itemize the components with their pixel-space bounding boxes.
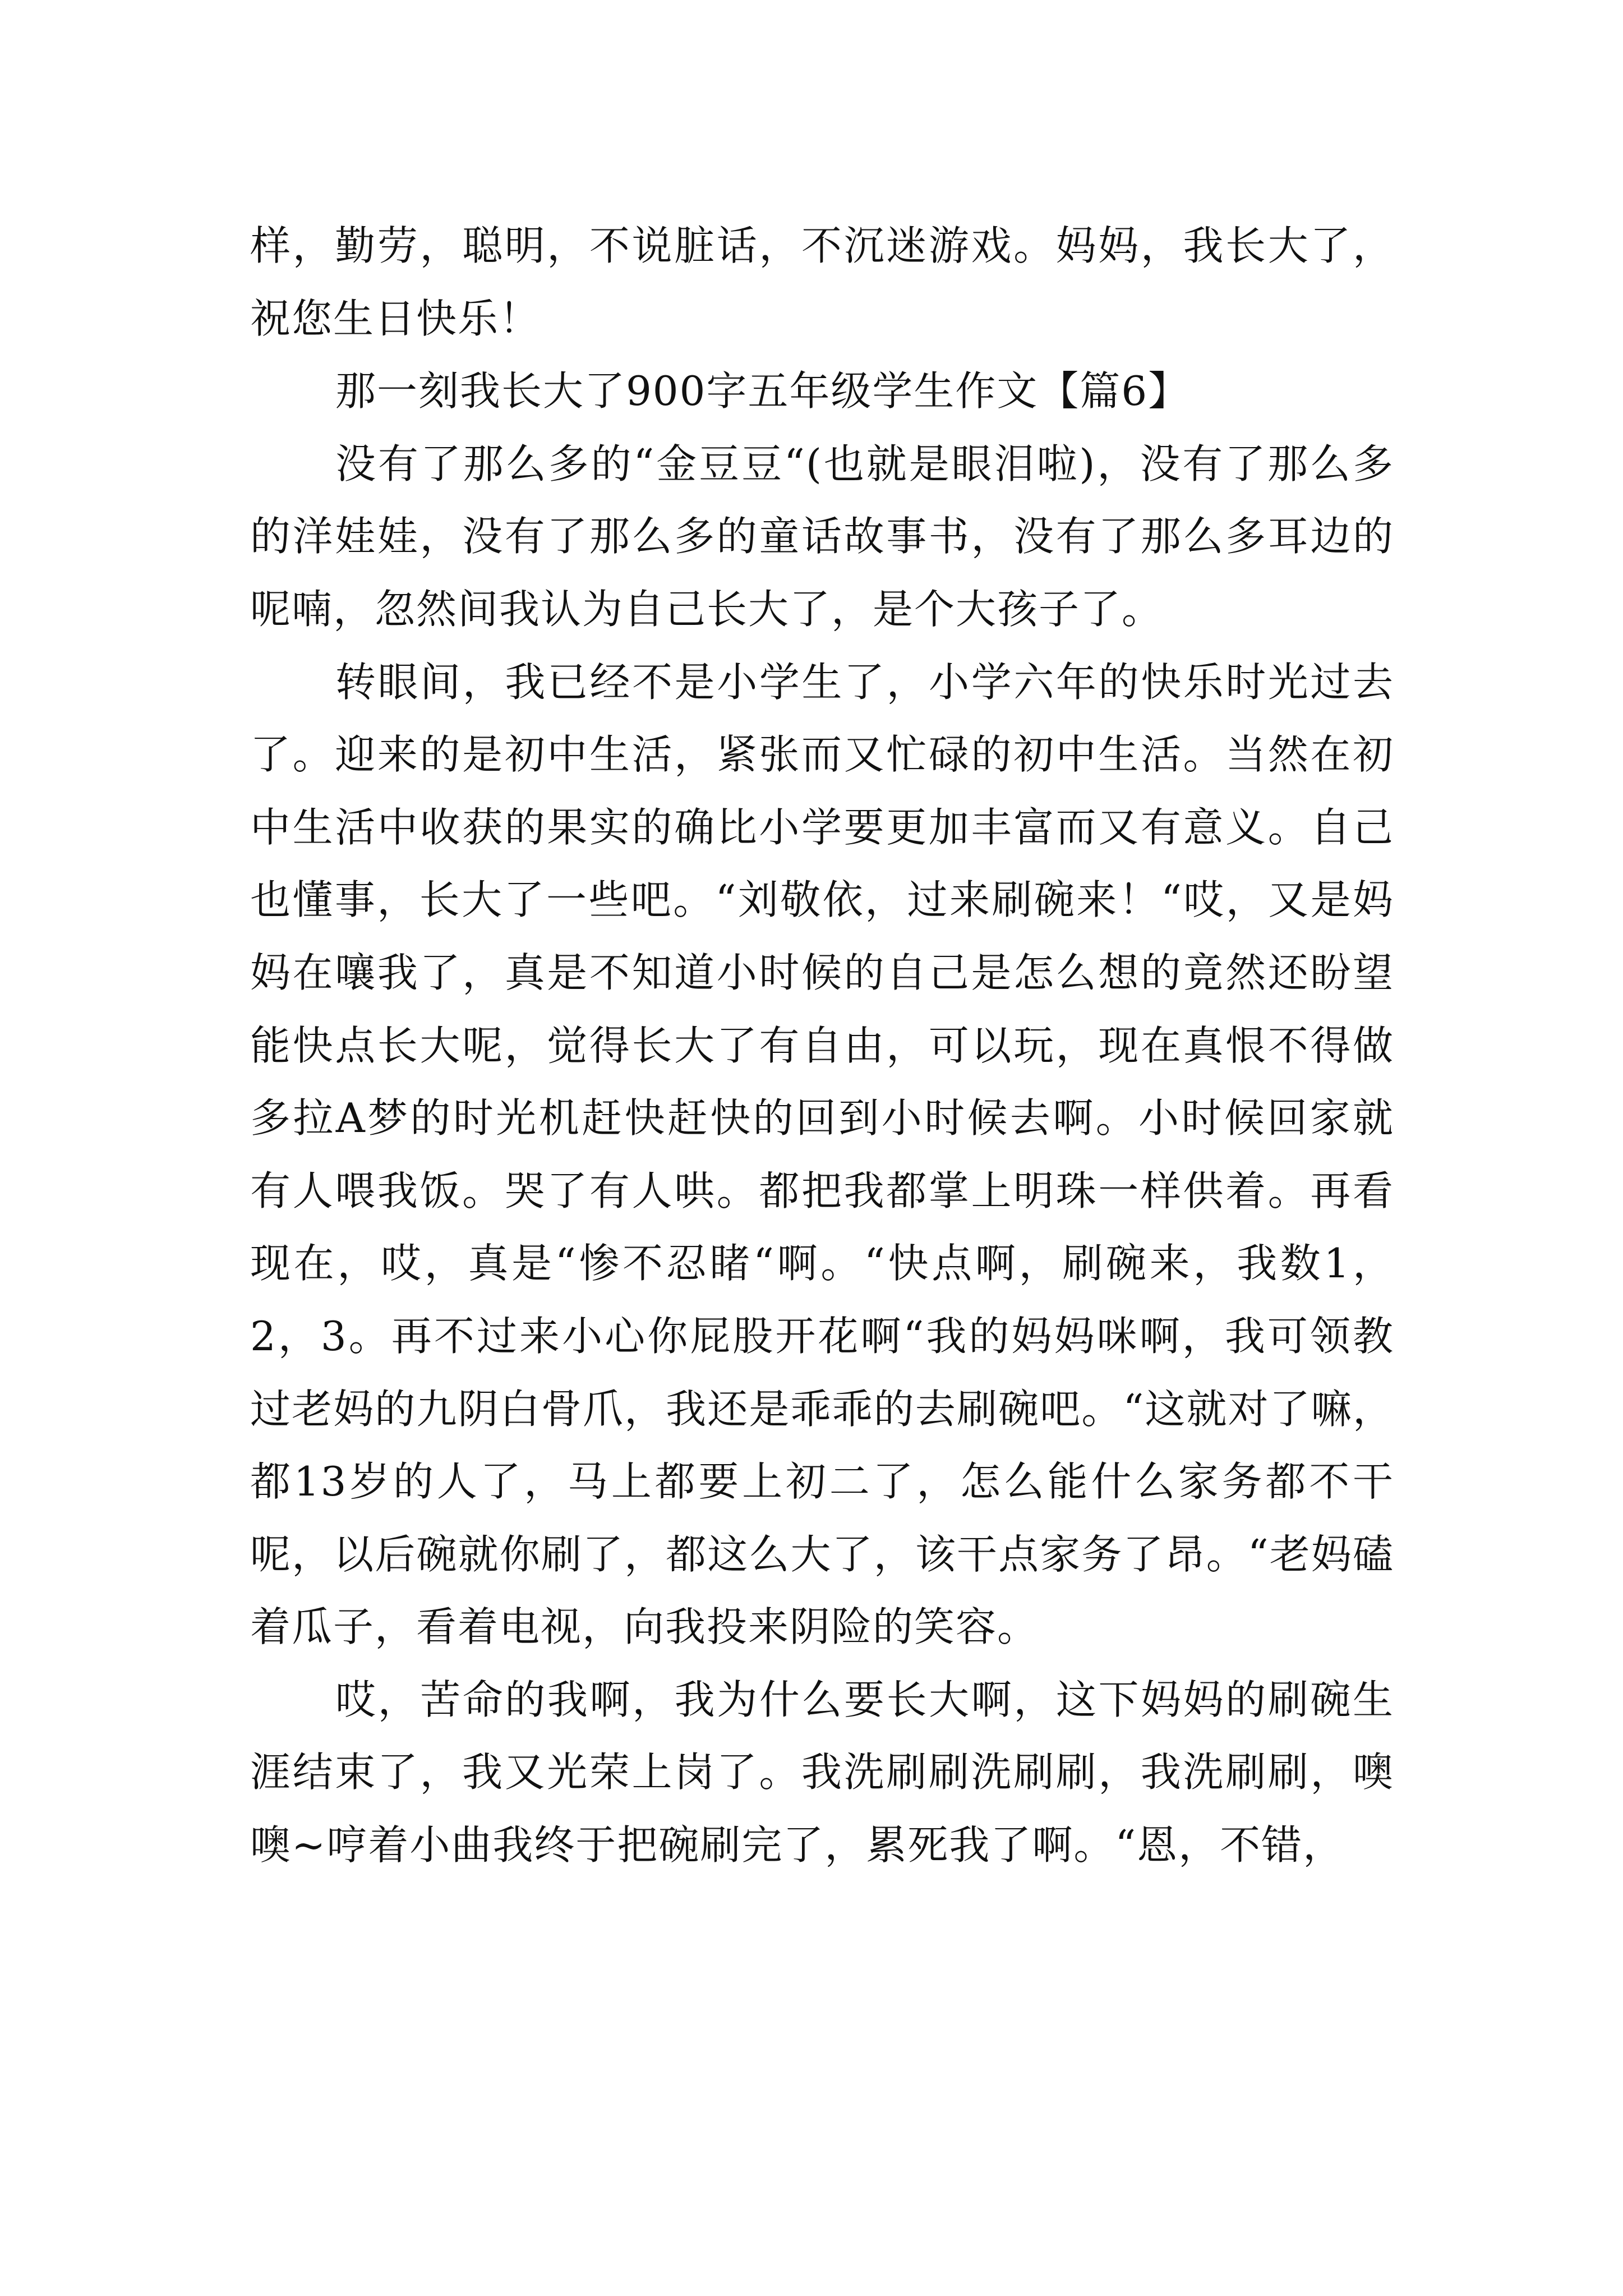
- lead-paragraph: 样，勤劳，聪明，不说脏话，不沉迷游戏。妈妈，我长大了，祝您生日快乐！: [250, 222, 1394, 342]
- body-paragraph-2: 转眼间，我已经不是小学生了，小学六年的快乐时光过去了。迎来的是初中生活，紧张而又忙碌的初中生活。当然在初中生活中收获的果实的确比小学要更加丰富而又有意义。自己也懂事，长大了一些吧。“刘敬依，过来刷碗来！“哎，又是妈妈在嚷我了，真是不知道小时候的自己是怎么想的竟然还盼望能快点长大呢，觉得长大了有自由，可以玩，现在真恨不得做多拉A梦的时光机赶快赶快的回到小时候去啊。小时候回家就有人喂我饭。哭了有人哄。都把我都掌上明珠一样供着。再看现在，哎，真是“惨不忍睹“啊。“快点啊，刷碗来，我数1，2，3。再不过来小心你屁股开花啊“我的妈妈咪啊，我可领教过老妈的九阴白骨爪，我还是乖乖的去刷碗吧。“这就对了嘛，都13岁的人了，马上都要上初二了，怎么能什么家务都不干呢，以后碗就你刷了，都这么大了，该干点家务了昂。“老妈磕着瓜子，看着电视，向我投来阴险的笑容。: [250, 658, 1394, 1651]
- body-paragraph-1: 没有了那么多的“金豆豆“(也就是眼泪啦)，没有了那么多的洋娃娃，没有了那么多的童话故事书，没有了那么多耳边的呢喃，忽然间我认为自己长大了，是个大孩子了。: [250, 440, 1394, 633]
- body-paragraph-3: 哎，苦命的我啊，我为什么要长大啊，这下妈妈的刷碗生涯结束了，我又光荣上岗了。我洗刷刷洗刷刷，我洗刷刷，噢噢~哼着小曲我终于把碗刷完了，累死我了啊。“恩，不错，: [250, 1676, 1394, 1869]
- document-body: [250, 210, 1394, 1882]
- section-heading: 那一刻我长大了900字五年级学生作文【篇6】: [335, 367, 1190, 415]
